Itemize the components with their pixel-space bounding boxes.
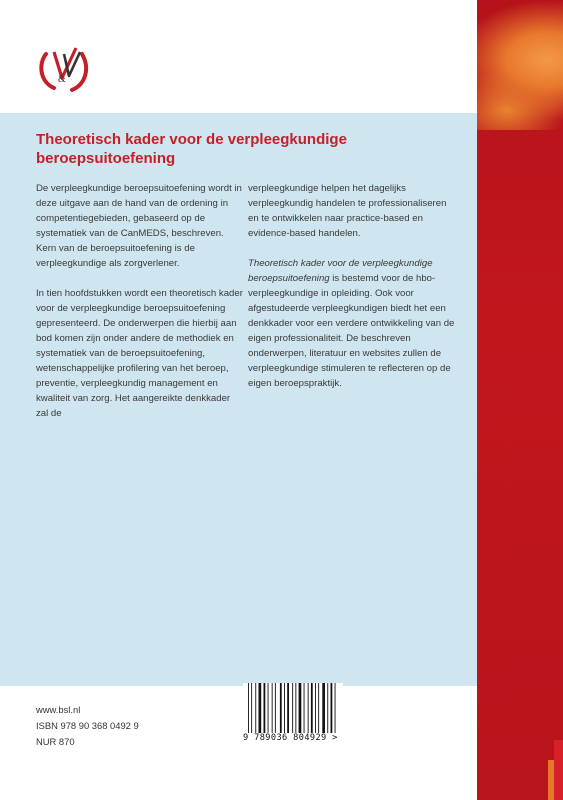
logo-ampersand: & bbox=[58, 74, 66, 85]
book-title: Theoretisch kader voor de verpleegkundige beroepsuitoefening bbox=[36, 131, 347, 167]
publication-info bbox=[36, 702, 139, 750]
publisher-website[interactable]: www.bsl.nl bbox=[36, 704, 81, 715]
barcode-bars bbox=[248, 683, 336, 733]
isbn-barcode bbox=[243, 683, 343, 747]
header-band bbox=[0, 0, 477, 113]
book-title-italic: Theoretisch kader voor de verpleegkundige beroepsuitoefening bbox=[248, 258, 433, 284]
publisher-logo bbox=[36, 40, 92, 96]
blurb-paragraph: verpleegkundige helpen het dagelijks verpleegkundig handelen te professionaliseren en te ontwikkelen naar practice-based en evidence-based handelen. bbox=[248, 183, 447, 239]
blurb-paragraph: In tien hoofdstukken wordt een theoretisch kader voor de verpleegkundige beroepsuitoefening gepresenteerd. De onderwerpen die hierbij aan bod komen zijn onder andere de methodiek en systematiek van de beroepsuitoefening, wetenschappelijke profilering van het beroep, preventie, verpleegkundig management en kwaliteit van zorg. Het aangereikte denkkader zal de bbox=[36, 288, 243, 419]
decorative-orange-accent bbox=[548, 760, 554, 800]
blurb-column-right bbox=[248, 181, 456, 406]
decorative-orange-glow bbox=[477, 0, 563, 130]
barcode-digits: 9 789036 804929 > bbox=[243, 733, 338, 743]
nur-code: NUR 870 bbox=[36, 736, 75, 747]
isbn-number: ISBN 978 90 368 0492 9 bbox=[36, 720, 139, 731]
blurb-paragraph bbox=[248, 256, 456, 391]
blurb-paragraph: De verpleegkundige beroepsuitoefening wordt in deze uitgave aan de hand van de ordening in competentiegebieden, gebaseerd op de systematiek van de CanMEDS, beschreven. Kern van de beroepsuitoefening is de verpleegkundige als zorgverlener. bbox=[36, 183, 242, 269]
decorative-red-accent bbox=[554, 740, 563, 800]
blurb-column-left bbox=[36, 181, 244, 436]
blurb-text: is bestemd voor de hbo-verpleegkundige in opleiding. Ook voor afgestudeerde verpleegkundigen biedt het een denkkader voor een verdere ontwikkeling van de eigen professionaliteit. De beschreven onderwerpen, literatuur en websites zullen de verpleegkundige stimuleren te reflecteren op de eigen beroepspraktijk. bbox=[248, 273, 455, 389]
